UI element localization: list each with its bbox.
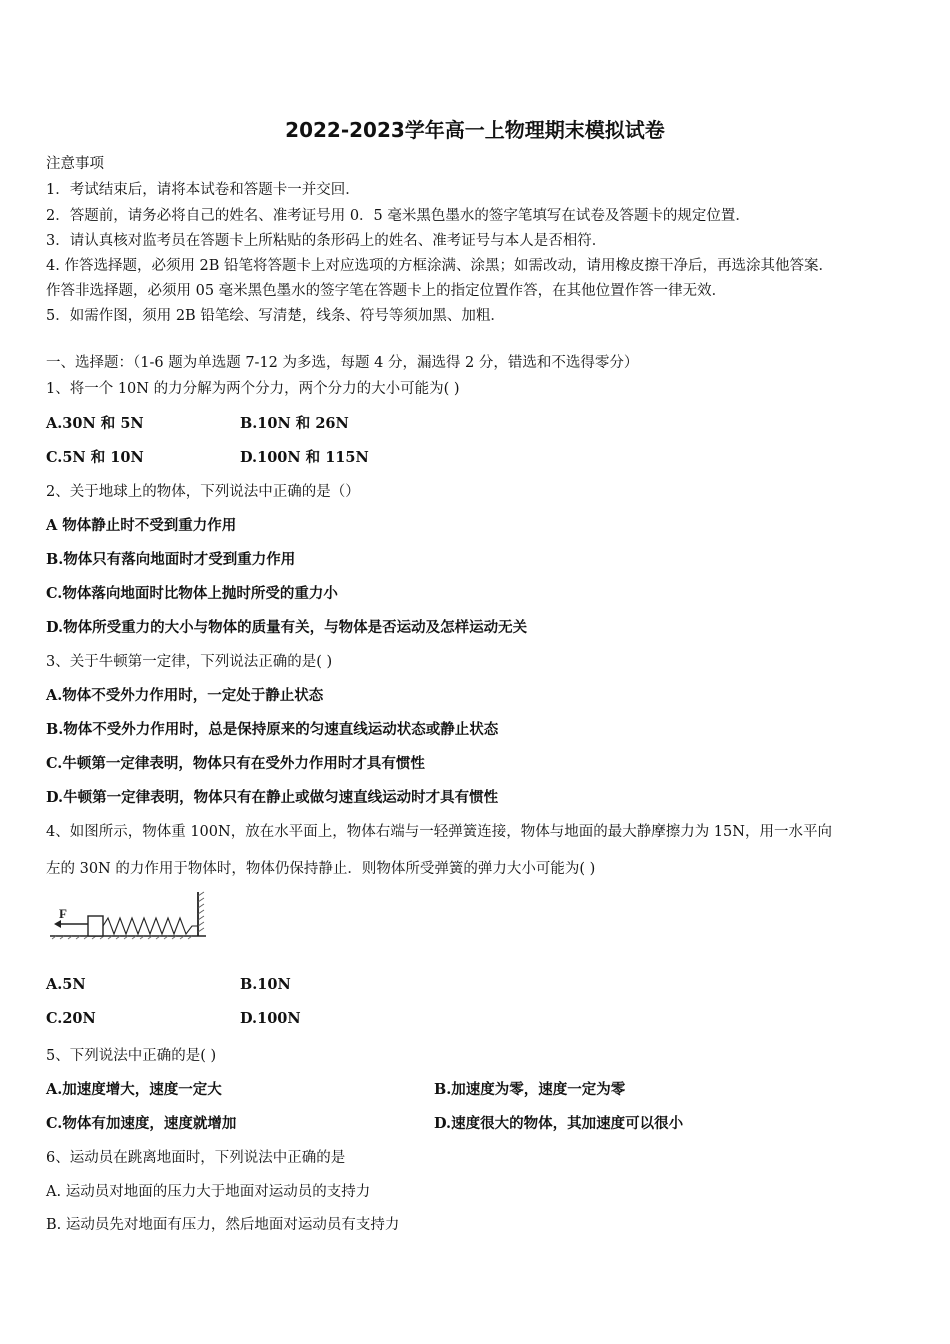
notice-item: 3．请认真核对监考员在答题卡上所粘贴的条形码上的姓名、准考证号与本人是否相符． (46, 233, 607, 249)
notice-heading: 注意事项 (46, 156, 104, 172)
section-heading: 一、选择题：（1-6 题为单选题 7-12 为多选，每题 4 分，漏选得 2 分，错选和不选得零分） (46, 355, 639, 371)
q3-option-c: C.牛顿第一定律表明，物体只有在受外力作用时才具有惯性 (46, 755, 425, 772)
question-1-stem: 1、将一个 10N 的力分解为两个分力，两个分力的大小可能为( ) (46, 381, 460, 397)
q2-option-d: D.物体所受重力的大小与物体的质量有关，与物体是否运动及怎样运动无关 (46, 619, 528, 636)
q4-option-b: B.10N (240, 976, 291, 993)
notice-item: 2．答题前，请务必将自己的姓名、准考证号用 0．5 毫米黑色墨水的签字笔填写在试卷及答题卡的规定位置． (46, 208, 750, 224)
block (88, 916, 103, 936)
q2-option-b: B.物体只有落向地面时才受到重力作用 (46, 551, 296, 568)
q3-option-d: D.牛顿第一定律表明，物体只有在静止或做匀速直线运动时才具有惯性 (46, 789, 499, 806)
q1-option-d: D.100N 和 115N (240, 449, 369, 466)
question-6-stem: 6、运动员在跳离地面时，下列说法中正确的是 (46, 1150, 346, 1166)
notice-item: 作答非选择题，必须用 05 毫米黑色墨水的签字笔在答题卡上的指定位置作答，在其他位置作答一律无效． (46, 283, 727, 299)
notice-item: 4. 作答选择题，必须用 2B 铅笔将答题卡上对应选项的方框涂满、涂黑；如需改动，请用橡皮擦干净后，再选涂其他答案． (46, 258, 834, 274)
question-4-stem-line2: 左的 30N 的力作用于物体时，物体仍保持静止．则物体所受弹簧的弹力大小可能为( ) (46, 861, 596, 877)
q6-option-b: B. 运动员先对地面有压力，然后地面对运动员有支持力 (46, 1217, 400, 1233)
q1-option-c: C.5N 和 10N (46, 449, 144, 466)
q4-option-c: C.20N (46, 1010, 96, 1027)
q3-option-a: A.物体不受外力作用时，一定处于静止状态 (46, 687, 324, 704)
notice-item: 1．考试结束后，请将本试卷和答题卡一并交回． (46, 182, 360, 198)
force-arrowhead (54, 920, 61, 928)
q5-option-c: C.物体有加速度，速度就增加 (46, 1115, 237, 1132)
force-label: F (59, 906, 67, 921)
q1-option-a: A.30N 和 5N (46, 415, 144, 432)
q2-option-c: C.物体落向地面时比物体上抛时所受的重力小 (46, 585, 338, 602)
page-title: 2022-2023学年高一上物理期末模拟试卷 (285, 118, 665, 142)
q1-option-b: B.10N 和 26N (240, 415, 349, 432)
q3-option-b: B.物体不受外力作用时，总是保持原来的匀速直线运动状态或静止状态 (46, 721, 499, 738)
question-3-stem: 3、关于牛顿第一定律，下列说法正确的是( ) (46, 654, 333, 670)
q5-option-a: A.加速度增大，速度一定大 (46, 1081, 222, 1098)
question-2-stem: 2、关于地球上的物体，下列说法中正确的是（） (46, 484, 360, 500)
q5-option-d: D.速度很大的物体，其加速度可以很小 (434, 1115, 684, 1132)
q6-option-a: A. 运动员对地面的压力大于地面对运动员的支持力 (46, 1184, 371, 1200)
spring (103, 918, 198, 934)
spring-block-figure (46, 890, 211, 946)
notice-item: 5．如需作图，须用 2B 铅笔绘、写清楚，线条、符号等须加黑、加粗． (46, 308, 505, 324)
q2-option-a: A 物体静止时不受到重力作用 (46, 517, 237, 534)
question-4-stem-line1: 4、如图所示，物体重 100N，放在水平面上，物体右端与一轻弹簧连接，物体与地面的最大静摩擦力为 15N，用一水平向 (46, 824, 832, 840)
q5-option-b: B.加速度为零，速度一定为零 (434, 1081, 626, 1098)
q4-option-a: A.5N (46, 976, 86, 993)
q4-option-d: D.100N (240, 1010, 301, 1027)
question-5-stem: 5、下列说法中正确的是( ) (46, 1048, 217, 1064)
